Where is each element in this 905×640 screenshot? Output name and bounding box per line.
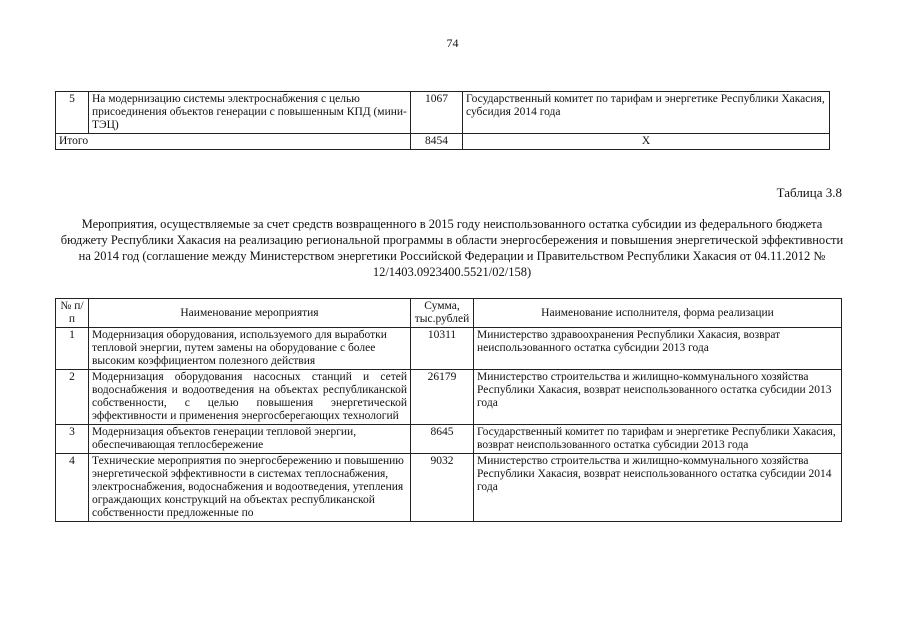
row-number: 3 xyxy=(56,425,89,454)
measure-name: Модернизация оборудования, используемого для выработки тепловой энергии, путем замены на оборудование с более высоким коэффициентом полезного действия xyxy=(89,328,411,370)
executor-cell: Государственный комитет по тарифам и энергетике Республики Хакасия, возврат неиспользованного остатка субсидии 2013 года xyxy=(474,425,842,454)
measure-name: Модернизация оборудования насосных станций и сетей водоснабжения и водоотведения на объектах республиканской собственности, с целью повышения энергетической эффективности и применения энергосберегающих технологий xyxy=(89,370,411,425)
table-row xyxy=(56,454,842,522)
sum-cell: 9032 xyxy=(411,454,474,522)
total-sum: 8454 xyxy=(411,134,463,150)
header-sum: Сумма, тыс.рублей xyxy=(411,299,474,328)
row-number: 2 xyxy=(56,370,89,425)
executor-cell: Министерство строительства и жилищно-коммунального хозяйства Республики Хакасия, возврат неиспользованного остатка субсидии 2014 года xyxy=(474,454,842,522)
table-label: Таблица 3.8 xyxy=(776,185,842,200)
total-label: Итого xyxy=(56,134,411,150)
table-header-row xyxy=(56,299,842,328)
sum-cell: 10311 xyxy=(411,328,474,370)
measure-name: Технические мероприятия по энергосбережению и повышению энергетической эффективности в системах теплоснабжения, электроснабжения, водоснабжения и водоотведения, утепления ограждающих конструкций на объектах республиканской собственности предложенные по xyxy=(89,454,411,522)
page-number: 74 xyxy=(446,36,459,50)
measures-table xyxy=(55,298,842,522)
total-executor: Х xyxy=(463,134,830,150)
row-number: 4 xyxy=(56,454,89,522)
table-row xyxy=(56,328,842,370)
row-number: 1 xyxy=(56,328,89,370)
table-row xyxy=(56,370,842,425)
header-num: № п/п xyxy=(56,299,89,328)
table-row xyxy=(56,92,830,134)
total-row xyxy=(56,134,830,150)
executor-cell: Государственный комитет по тарифам и энергетике Республики Хакасия, субсидия 2014 года xyxy=(463,92,830,134)
header-name: Наименование мероприятия xyxy=(89,299,411,328)
sum-cell: 26179 xyxy=(411,370,474,425)
row-number: 5 xyxy=(56,92,89,134)
header-executor: Наименование исполнителя, форма реализации xyxy=(474,299,842,328)
table-caption: Мероприятия, осуществляемые за счет средств возвращенного в 2015 году неиспользованного остатка субсидии из федерального бюджета бюджету Республики Хакасия на реализацию региональной программы в области энергосбережения и повышения энергетической эффективности на 2014 год (соглашение между Министерством энергетики Российской Федерации и Правительством Республики Хакасия от 04.11.2012 № 12/1403.0923400.5521/02/158) xyxy=(60,217,844,279)
measure-name: Модернизация объектов генерации тепловой энергии, обеспечивающая теплосбережение xyxy=(89,425,411,454)
executor-cell: Министерство здравоохранения Республики Хакасия, возврат неиспользованного остатка субсидии 2013 года xyxy=(474,328,842,370)
measure-name: На модернизацию системы электроснабжения с целью присоединения объектов генерации с повышенным КПД (мини-ТЭЦ) xyxy=(89,92,411,134)
table-row xyxy=(56,425,842,454)
sum-cell: 8645 xyxy=(411,425,474,454)
previous-table-continuation xyxy=(55,91,830,150)
sum-cell: 1067 xyxy=(411,92,463,134)
executor-cell: Министерство строительства и жилищно-коммунального хозяйства Республики Хакасия, возврат неиспользованного остатка субсидии 2013 года xyxy=(474,370,842,425)
